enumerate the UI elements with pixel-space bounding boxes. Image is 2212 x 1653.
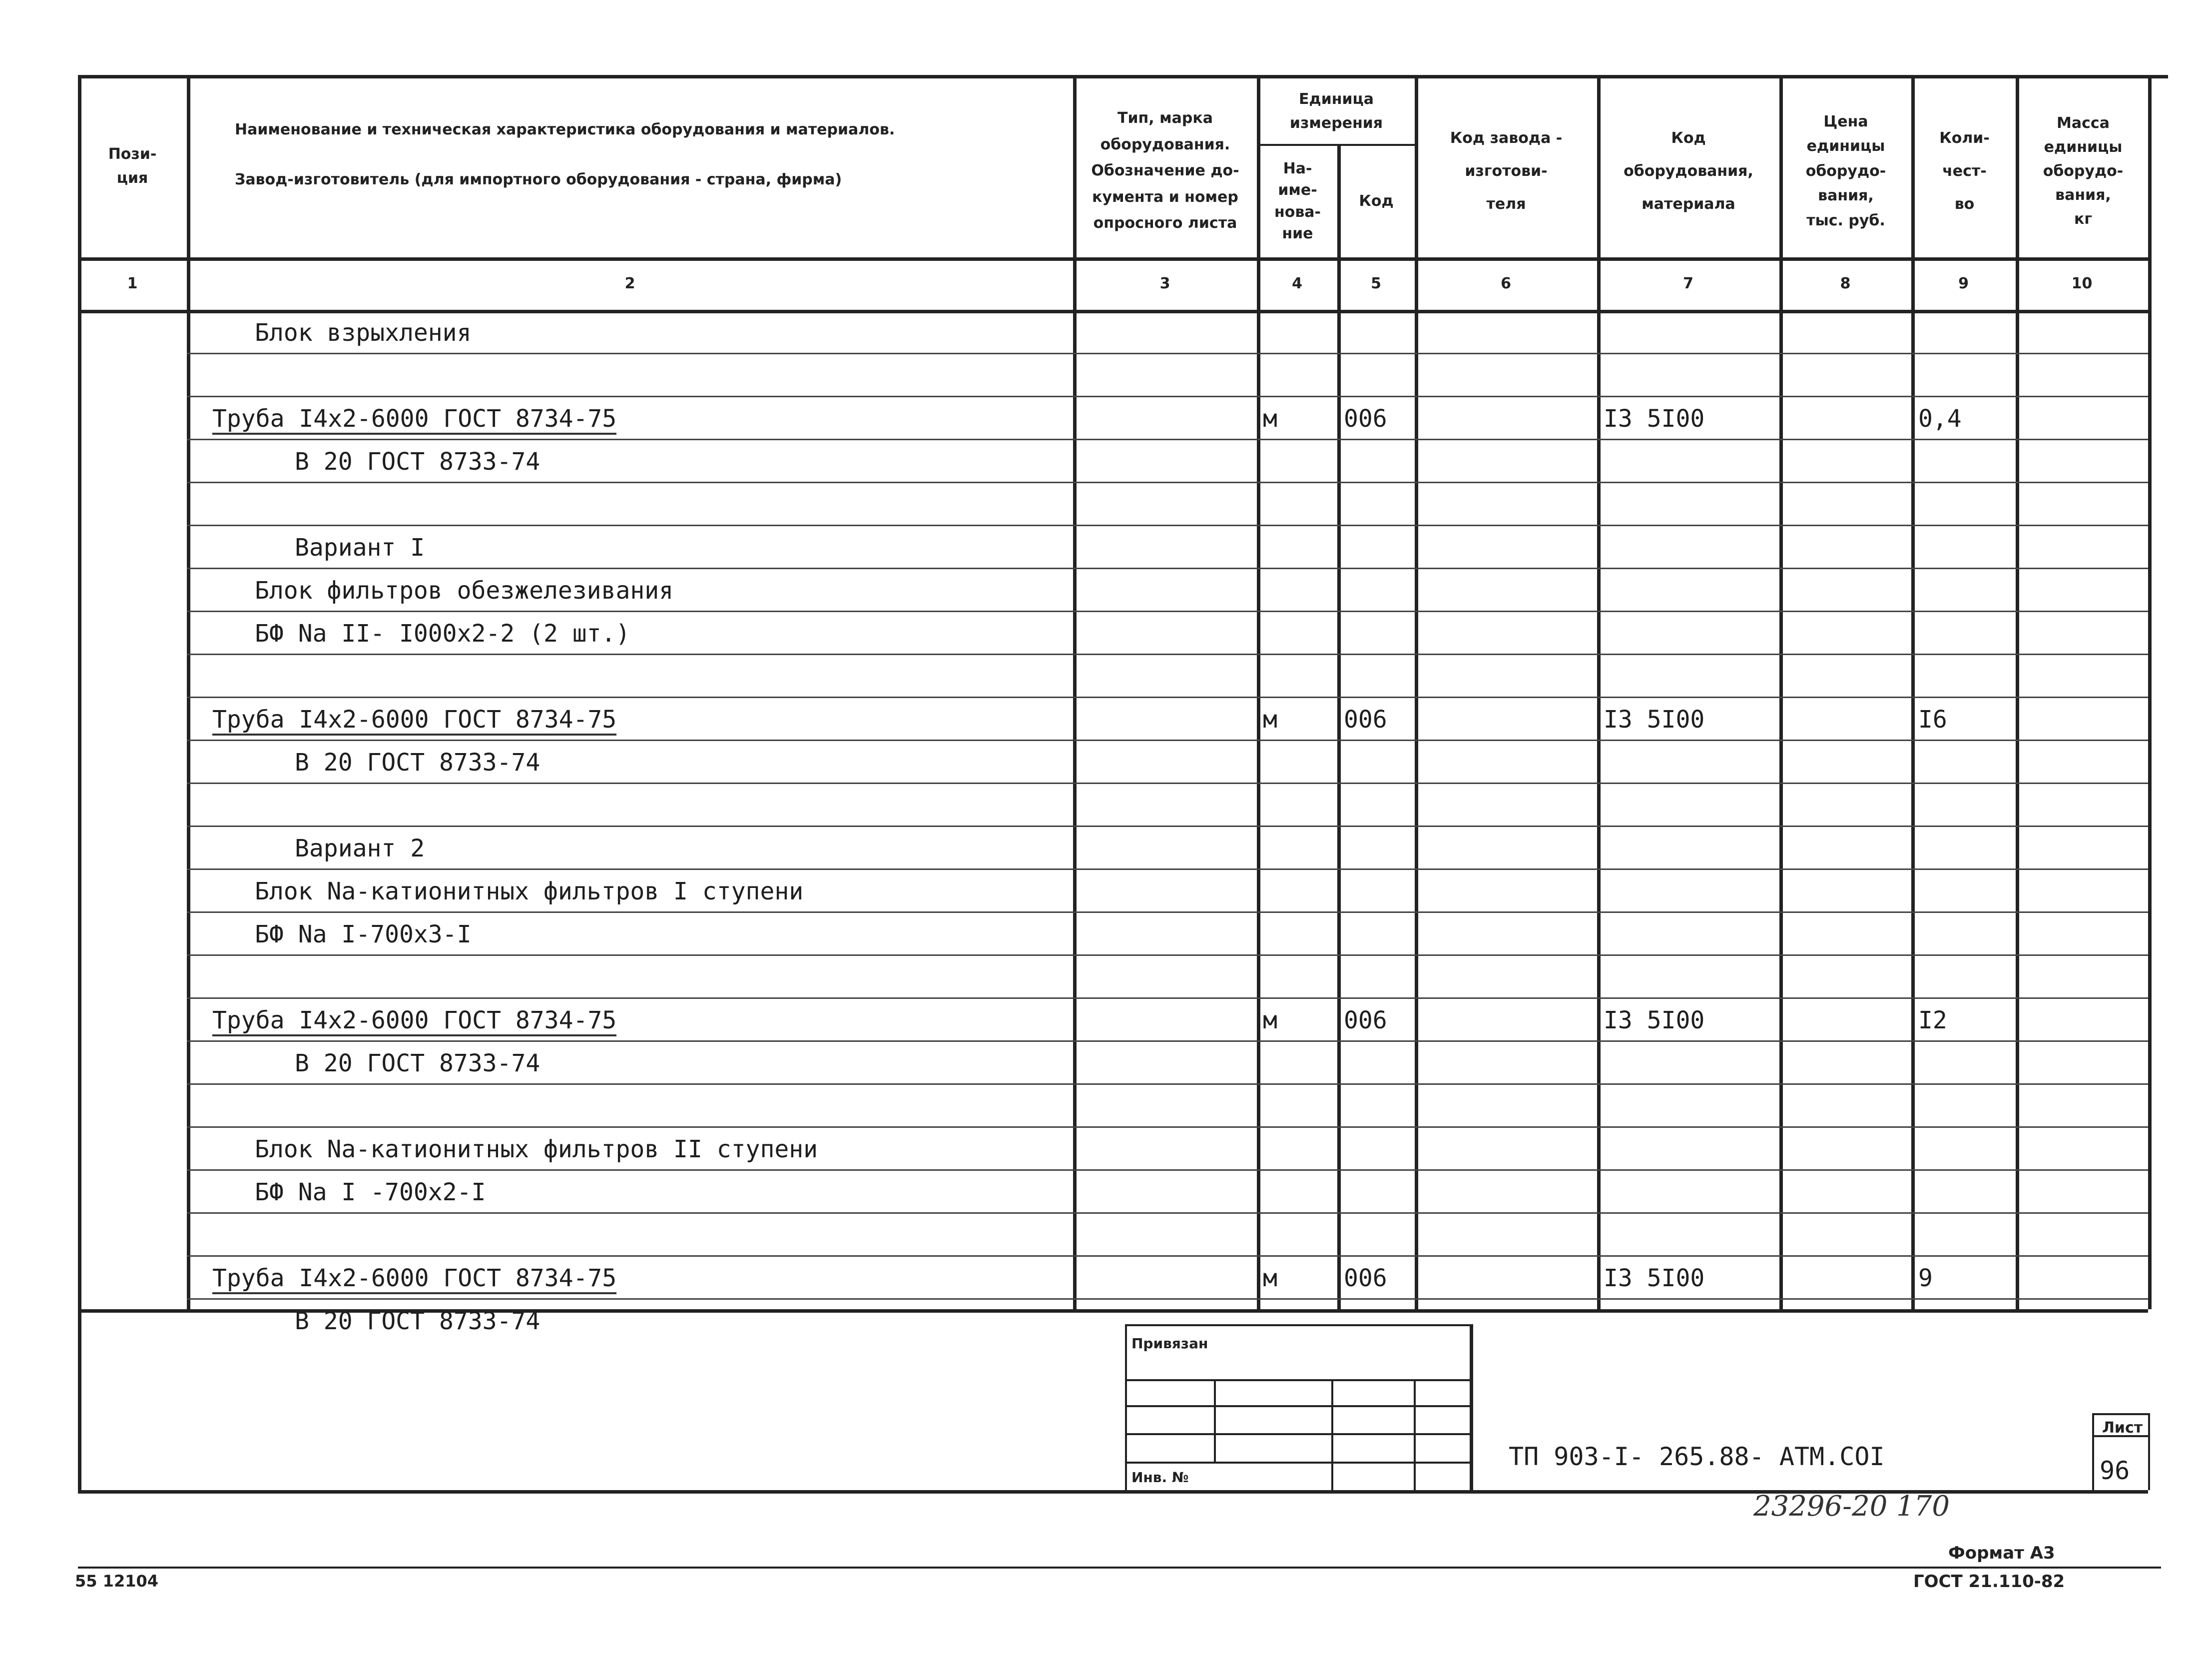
frame-top xyxy=(78,75,2168,78)
item-name: Блок фильтров обезжелезивания xyxy=(255,577,674,605)
item-name: В 20 ГОСТ 8733-74 xyxy=(295,1049,541,1077)
header-name-line1: Наименование и техническая характеристика оборудования и материалов. xyxy=(235,121,895,138)
sheet-box-line xyxy=(2092,1435,2148,1437)
row-divider xyxy=(187,482,2148,483)
header-position: Пози- ция xyxy=(108,145,157,187)
stamp-line xyxy=(1125,1462,1470,1464)
table-row xyxy=(0,783,2212,826)
stamp-line xyxy=(1125,1433,1470,1435)
table-row xyxy=(0,997,2212,1040)
header-quantity: Коли- чест- во xyxy=(1939,129,1990,213)
table-row xyxy=(0,353,2212,396)
sheet-box-line xyxy=(2092,1413,2094,1490)
item-name: Блок Na-катионитных фильтров II ступени xyxy=(255,1135,818,1163)
header-mass: Масса единицы оборудо- вания, кг xyxy=(2043,114,2124,228)
row-divider xyxy=(187,439,2148,440)
row-divider xyxy=(187,654,2148,655)
row-divider xyxy=(187,568,2148,569)
row-divider xyxy=(187,1212,2148,1214)
stamp-attached-label: Привязан xyxy=(1131,1335,1208,1352)
column-number-6: 6 xyxy=(1501,275,1511,292)
left-footer-code: 55 12104 xyxy=(75,1572,158,1591)
unit-group-divider xyxy=(1257,144,1415,146)
column-divider xyxy=(2148,75,2152,1309)
column-number-5: 5 xyxy=(1371,275,1381,292)
gost-label: ГОСТ 21.110-82 xyxy=(1913,1572,2065,1592)
row-divider xyxy=(187,911,2148,913)
column-divider xyxy=(1911,75,1915,1309)
row-divider xyxy=(187,997,2148,999)
table-row xyxy=(0,697,2212,740)
row-divider xyxy=(187,740,2148,741)
column-divider xyxy=(1597,75,1601,1309)
table-row xyxy=(0,396,2212,439)
header-unit-group: Единица измерения xyxy=(1289,90,1383,132)
table-bottom xyxy=(78,1309,2148,1313)
item-name: БФ Na I -700x2-I xyxy=(255,1178,486,1206)
item-name: Труба I4x2-6000 ГОСТ 8734-75 xyxy=(212,708,616,736)
stamp-line xyxy=(1125,1324,1470,1326)
row-divider xyxy=(187,1083,2148,1085)
frame-left xyxy=(78,75,81,1490)
row-divider xyxy=(187,396,2148,397)
column-divider xyxy=(2016,75,2019,1309)
item-name: БФ Na I-700x3-I xyxy=(255,920,472,948)
item-name: Блок Na-катионитных фильтров I ступени xyxy=(255,877,804,905)
table-row xyxy=(0,740,2212,783)
unit-name: м xyxy=(1263,405,1277,433)
material-code: I3 5I00 xyxy=(1604,1264,1705,1292)
item-name: Вариант I xyxy=(295,534,425,562)
unit-name: м xyxy=(1263,706,1277,734)
column-divider xyxy=(187,75,190,1309)
row-divider xyxy=(187,353,2148,354)
material-code: I3 5I00 xyxy=(1604,1006,1705,1034)
quantity: 0,4 xyxy=(1918,405,1962,433)
column-divider xyxy=(1337,144,1341,1309)
document-code: ТП 903-I- 265.88- АТМ.COI xyxy=(1509,1442,1885,1471)
sheet-number: 96 xyxy=(2100,1456,2130,1485)
stamp-line xyxy=(1414,1379,1416,1490)
header-equipment-code: Код оборудования, материала xyxy=(1624,129,1753,213)
quantity: I6 xyxy=(1918,706,1947,734)
sheet-label: Лист xyxy=(2102,1419,2143,1437)
table-row xyxy=(0,310,2212,353)
column-divider xyxy=(1073,75,1077,1309)
item-name: БФ Na II- I000x2-2 (2 шт.) xyxy=(255,620,630,648)
header-unit-code: Код xyxy=(1359,192,1394,210)
material-code: I3 5I00 xyxy=(1604,706,1705,734)
stamp-line xyxy=(1470,1324,1473,1490)
stamp-line xyxy=(1125,1405,1470,1407)
row-divider xyxy=(187,1040,2148,1042)
column-divider xyxy=(1415,75,1418,1309)
table-row xyxy=(0,1126,2212,1169)
item-name: Труба I4x2-6000 ГОСТ 8734-75 xyxy=(212,1008,616,1036)
table-row xyxy=(0,868,2212,911)
column-number-1: 1 xyxy=(127,275,138,292)
table-row xyxy=(0,482,2212,525)
footer-line xyxy=(78,1567,2161,1569)
row-divider xyxy=(187,783,2148,784)
table-row xyxy=(0,954,2212,997)
unit-name: м xyxy=(1263,1264,1277,1292)
column-divider xyxy=(1257,75,1260,1309)
unit-code: 006 xyxy=(1344,706,1387,734)
column-number-8: 8 xyxy=(1840,275,1851,292)
unit-code: 006 xyxy=(1344,405,1387,433)
row-divider xyxy=(187,611,2148,612)
item-name: Труба I4x2-6000 ГОСТ 8734-75 xyxy=(212,1266,616,1294)
numbers-bottom xyxy=(78,310,2148,313)
table-row xyxy=(0,1040,2212,1083)
material-code: I3 5I00 xyxy=(1604,405,1705,433)
unit-name: м xyxy=(1263,1006,1277,1034)
format-label: Формат А3 xyxy=(1948,1543,2055,1563)
item-name: В 20 ГОСТ 8733-74 xyxy=(295,1307,541,1335)
header-manufacturer-code: Код завода - изготови- теля xyxy=(1450,129,1563,213)
stamp-line xyxy=(1125,1324,1127,1490)
column-number-3: 3 xyxy=(1159,275,1170,292)
row-divider xyxy=(187,1126,2148,1128)
table-row xyxy=(0,525,2212,568)
row-divider xyxy=(187,525,2148,526)
table-row xyxy=(0,439,2212,482)
row-divider xyxy=(187,826,2148,827)
column-number-9: 9 xyxy=(1958,275,1969,292)
stamp-inv-label: Инв. № xyxy=(1131,1469,1189,1486)
item-name: Труба I4x2-6000 ГОСТ 8734-75 xyxy=(212,407,616,435)
unit-code: 006 xyxy=(1344,1006,1387,1034)
stamp-line xyxy=(1125,1379,1470,1381)
item-name: В 20 ГОСТ 8733-74 xyxy=(295,749,541,777)
column-number-4: 4 xyxy=(1292,275,1302,292)
unit-code: 006 xyxy=(1344,1264,1387,1292)
row-divider xyxy=(187,1255,2148,1257)
item-name: Вариант 2 xyxy=(295,834,425,862)
table-row xyxy=(0,1083,2212,1126)
column-number-7: 7 xyxy=(1683,275,1693,292)
table-row xyxy=(0,568,2212,611)
quantity: 9 xyxy=(1918,1264,1933,1292)
stamp-line xyxy=(1331,1379,1333,1490)
item-name: Блок взрыхления xyxy=(255,319,472,347)
row-divider xyxy=(187,697,2148,698)
table-row xyxy=(0,1298,2212,1341)
header-bottom xyxy=(78,257,2148,261)
sheet-box-line xyxy=(2092,1413,2148,1415)
row-divider xyxy=(187,954,2148,956)
row-divider xyxy=(187,1298,2148,1300)
column-number-10: 10 xyxy=(2071,275,2093,292)
row-divider xyxy=(187,1169,2148,1171)
table-row xyxy=(0,611,2212,654)
table-row xyxy=(0,826,2212,868)
column-number-2: 2 xyxy=(624,275,635,292)
table-row xyxy=(0,654,2212,697)
header-unit-name: На- име- нова- ние xyxy=(1274,159,1321,242)
handwritten-archive-number: 23296-20 170 xyxy=(1753,1490,1950,1523)
header-price: Цена единицы оборудо- вания, тыс. руб. xyxy=(1805,112,1886,229)
item-name: В 20 ГОСТ 8733-74 xyxy=(295,448,541,476)
quantity: I2 xyxy=(1918,1006,1947,1034)
header-type: Тип, марка оборудования. Обозначение до- кумента и номер опросного листа xyxy=(1091,109,1239,232)
stamp-line xyxy=(1214,1379,1216,1462)
table-row xyxy=(0,1169,2212,1212)
table-row xyxy=(0,1212,2212,1255)
column-divider xyxy=(1779,75,1783,1309)
sheet-box-line xyxy=(2148,1413,2150,1490)
table-row xyxy=(0,1255,2212,1298)
frame-bottom xyxy=(78,1490,2148,1494)
header-name-line2: Завод-изготовитель (для импортного оборудования - страна, фирма) xyxy=(235,171,842,188)
row-divider xyxy=(187,868,2148,870)
table-row xyxy=(0,911,2212,954)
